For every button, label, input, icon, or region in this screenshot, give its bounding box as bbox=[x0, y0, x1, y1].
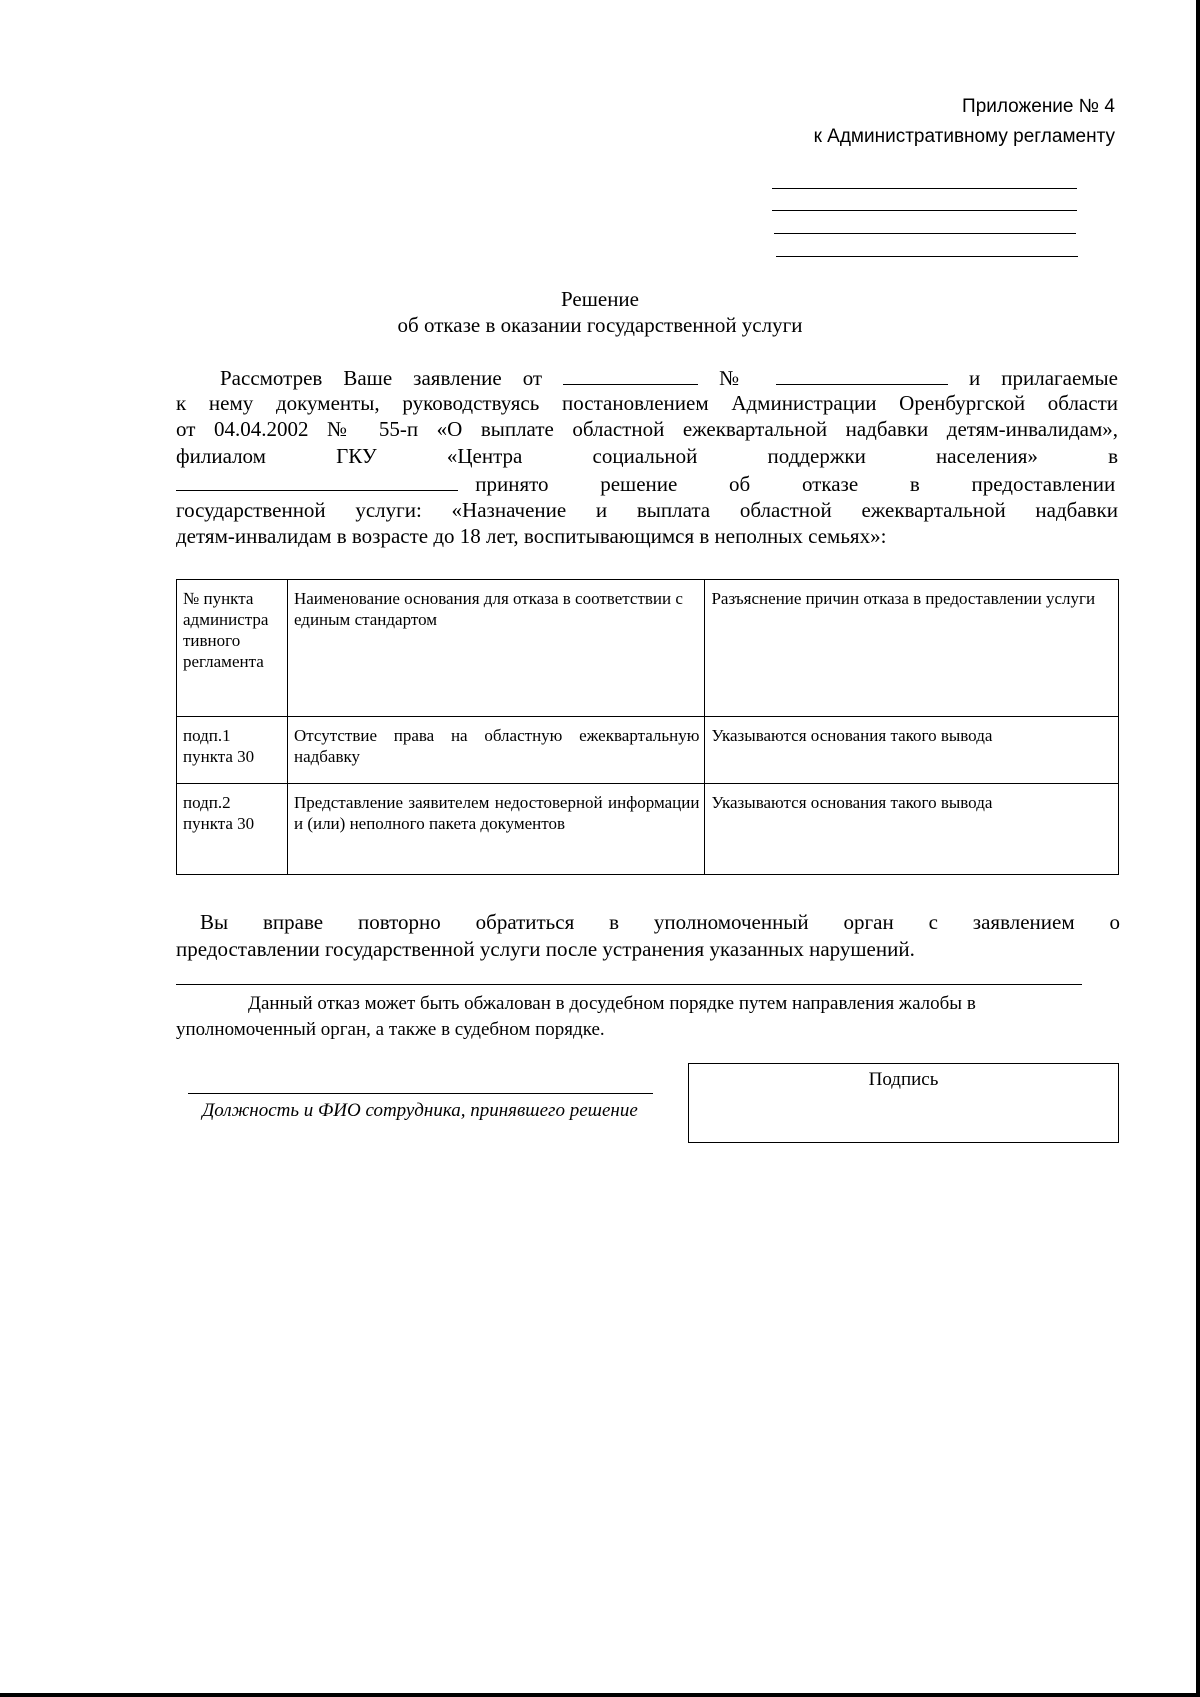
date-blank bbox=[563, 364, 698, 385]
header-blank-line-3 bbox=[774, 233, 1076, 234]
complaint-line-2: уполномоченный орган, а также в судебном порядке. bbox=[176, 1019, 605, 1040]
complaint-line-1: Данный отказ может быть обжалован в досудебном порядке путем направления жалобы в bbox=[248, 993, 976, 1014]
scan-edge-bottom bbox=[0, 1693, 1200, 1697]
header-cell-item: № пункта администра тивного регламента bbox=[177, 580, 288, 717]
table-row bbox=[177, 784, 1119, 875]
table-cell: Указываются основания такого вывода bbox=[705, 717, 1119, 784]
table-cell: подп.1 пункта 30 bbox=[177, 717, 288, 784]
body-line-6: государственной услуги: «Назначение и выплата областной ежеквартальной надбавки bbox=[176, 498, 1118, 522]
table-cell: Представление заявителем недостоверной информации и (или) неполного пакета документов bbox=[287, 784, 705, 875]
table-cell: подп.2 пункта 30 bbox=[177, 784, 288, 875]
body-line-2: к нему документы, руководствуясь постановлением Администрации Оренбургской области bbox=[176, 391, 1118, 415]
body-line-5 bbox=[176, 470, 1118, 498]
scan-edge-right bbox=[1196, 0, 1200, 1697]
appendix-header bbox=[814, 92, 1115, 152]
body-line-1-a: Рассмотрев Ваше заявление от bbox=[220, 366, 543, 390]
signature-line bbox=[188, 1093, 653, 1094]
body-line-3: от 04.04.2002 № 55-п «О выплате областной ежеквартальной надбавки детям-инвалидам», bbox=[176, 417, 1118, 441]
document-subtitle: об отказе в оказании государственной услуги bbox=[397, 313, 803, 337]
header-blank-line-1 bbox=[772, 188, 1077, 189]
appendix-number: Приложение № 4 bbox=[962, 96, 1115, 117]
branch-blank bbox=[176, 470, 458, 491]
table-cell: Указываются основания такого вывода bbox=[705, 784, 1119, 875]
appeal-line-1: Вы вправе повторно обратиться в уполномоченный орган с заявлением о bbox=[200, 910, 1120, 934]
table-header-row bbox=[177, 580, 1119, 717]
signature-box-label: Подпись bbox=[868, 1069, 939, 1090]
body-line-5-text: принято решение об отказе в предоставлении bbox=[475, 472, 1116, 496]
body-line-7: детям-инвалидам в возрасте до 18 лет, воспитывающимся в неполных семьях»: bbox=[176, 524, 887, 548]
body-line-1-b: № bbox=[719, 366, 755, 390]
body-line-4: филиалом ГКУ «Центра социальной поддержки населения» в bbox=[176, 444, 1118, 468]
number-blank bbox=[776, 364, 948, 385]
appendix-regulation: к Административному регламенту bbox=[813, 126, 1115, 147]
body-line-1-c: и прилагаемые bbox=[968, 366, 1118, 390]
signature-caption: Должность и ФИО сотрудника, принявшего решение bbox=[202, 1100, 638, 1121]
body-line-1 bbox=[220, 364, 1118, 392]
header-cell-ground: Наименование основания для отказа в соответствии с единым стандартом bbox=[287, 580, 705, 717]
signature-box bbox=[688, 1063, 1119, 1143]
table-cell: Отсутствие права на областную ежеквартальную надбавку bbox=[287, 717, 705, 784]
table-row bbox=[177, 717, 1119, 784]
refusal-grounds-table bbox=[176, 579, 1119, 875]
separator-line bbox=[176, 984, 1082, 985]
document-title: Решение bbox=[560, 287, 639, 311]
header-cell-explanation: Разъяснение причин отказа в предоставлении услуги bbox=[705, 580, 1119, 717]
appeal-line-2: предоставлении государственной услуги после устранения указанных нарушений. bbox=[176, 937, 915, 961]
header-blank-line-2 bbox=[772, 210, 1077, 211]
header-blank-line-4 bbox=[776, 256, 1078, 257]
